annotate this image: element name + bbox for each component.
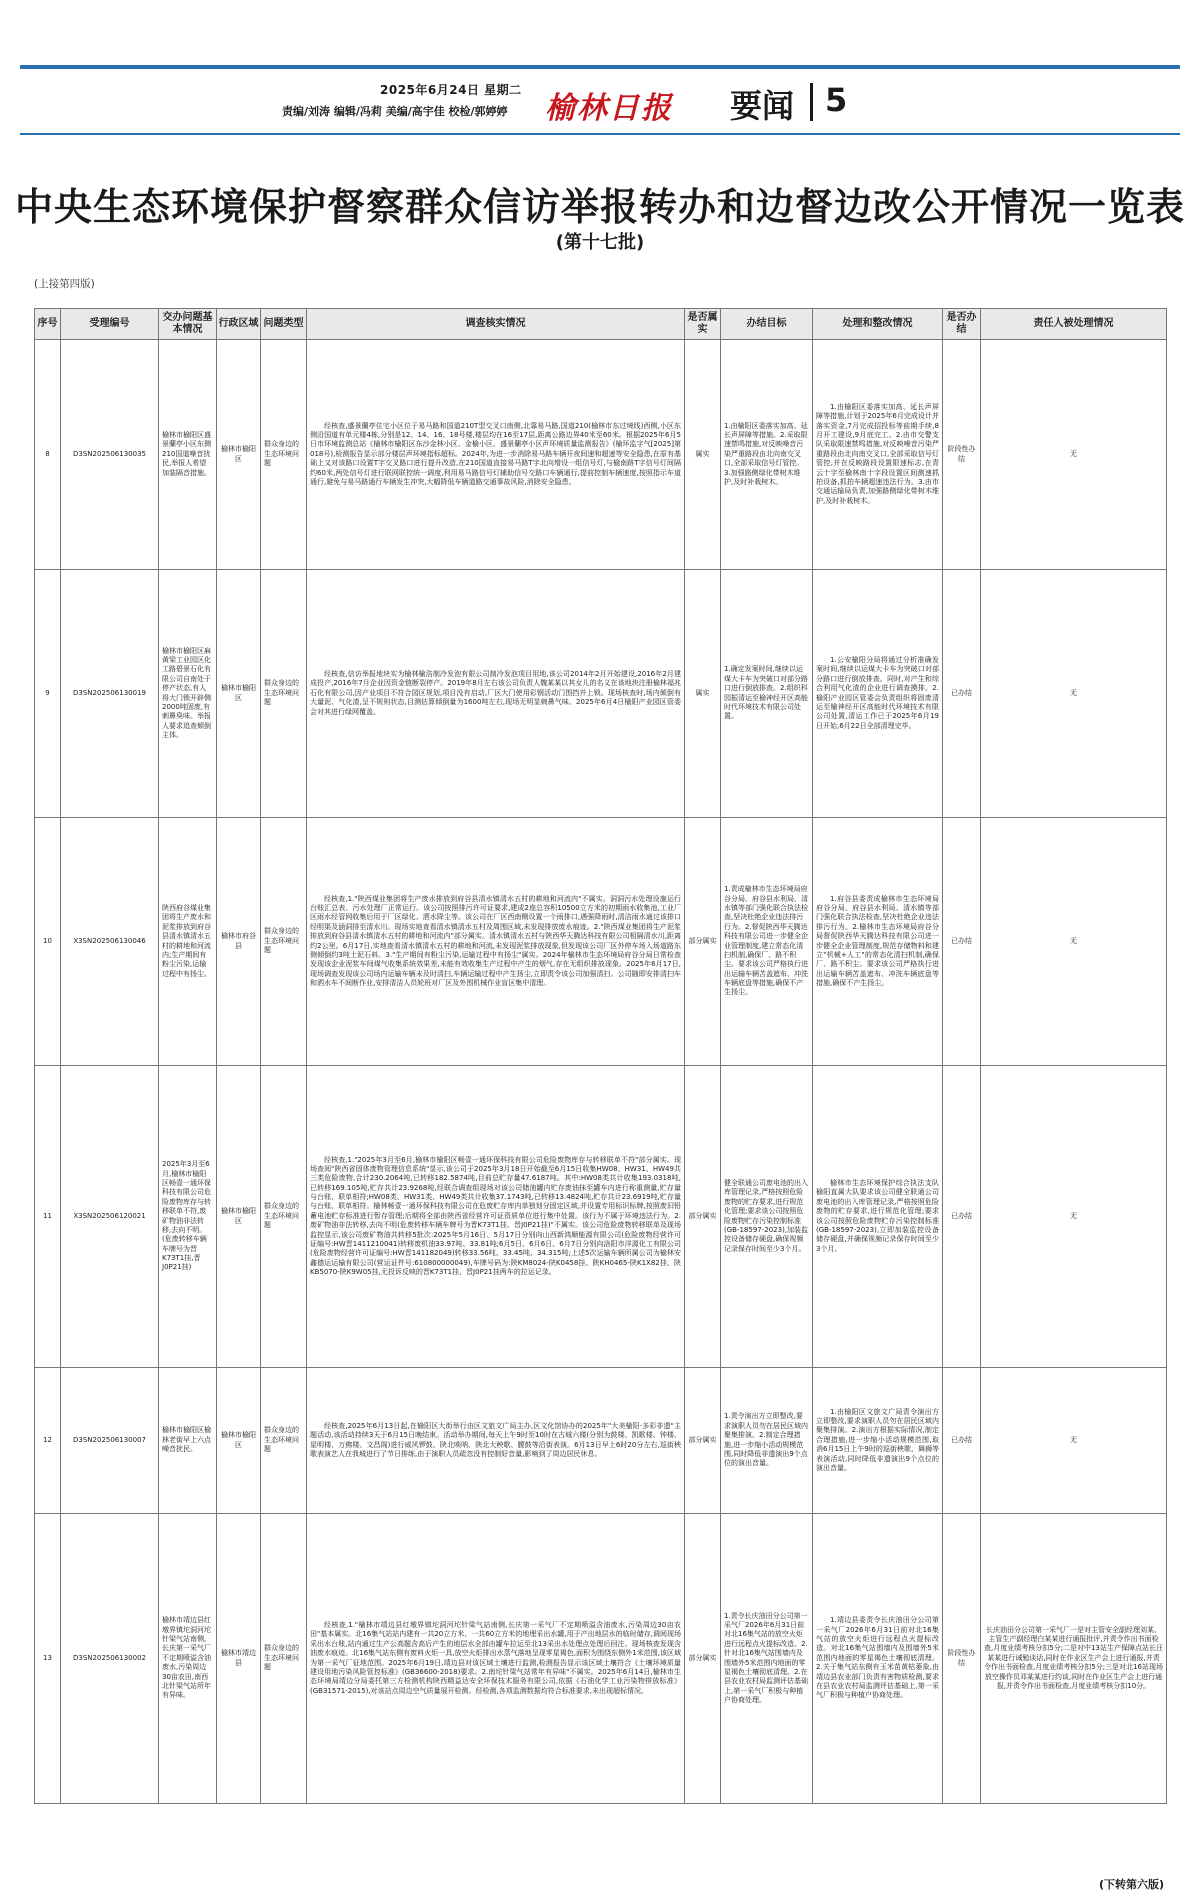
investigation-detail: 经核查,1."陕西煤业集团将生产废水排放到府谷县清水镇清水五村的耕地和河流内"不属实。洞洞污水处理设施运行台账汇总表、污水处理厂正常运行。该公司按照排污许可证要求,建成2座总容积10500立方米的初期雨水收集池,工业厂区雨水经管网收集后用于厂区绿化、洒水降尘等。该公司在厂区西南侧设置一个雨排口,遇强降雨时,清洁雨水通过该排口经明渠及涵洞排至清水川。现场实地查看清水镇清水五村及周围区域,未发现排放废水痕迹。2."陕西煤业集团将生产泥浆排放到府谷县清水镇清水五村的耕地和河流内"部分属实。清水镇清水五村与陕西华天腾达科技有限公司相隔清水川,距离约2公里。6月17日,实地查看清水镇清水五村的耕地和河流,未发现泥浆排放现象,但发现该公司厂区外停车场入场道路东侧倾倒约3吨土泥石料。3."生产期间有粉尘污染,运输过程中有扬尘"属实。2024年榆林市生态环境局府谷分局日常检查发现该企业泥浆车间煤气收集系统效果差,未能有效收集生产过程中产生的烟气,存在无组织排放现象。2025年6月17日,现场调查发现该公司场内运输车辆未及时清扫,车辆运输过程中产生扬尘,立即责令该公司加强清扫。公司随即安排清扫车和洒水车不间断作业,安排清洁人员轮班对厂区及外围机械作业盲区集中清理。 [307,818,685,1066]
issue-date: 2025年6月24日 星期二 [380,83,522,97]
investigation-detail: 经核查,信访举报地块实为榆林榆浩制冷发泡有限公司制冷发泡项目用地,该公司2014年2月开始建设,2016年2月建成投产,2016年7月企业因资金链断裂停产。2019年8月左右该公司负责人魏某某以其女儿的名义在该地块注册榆林福兆石化有限公司,因产业项目不符合园区规划,项目没有启动,厂区大门使用彩钢活动门围挡并上锁。现场核查时,场内倾倒有大量泥、气化渣,呈不规则状态,目测估算倾倒量为1600吨左右,现场无明显刺鼻气味。2025年6月4日榆阳产业园区管委会对其进行绿网覆盖。 [307,570,685,818]
table-row [35,1368,1167,1514]
row-number: 9 [35,570,61,818]
case-code: X3SN202506130046 [61,818,159,1066]
target: 1.由榆阳区委落实加高、延长声屏障等措施。2.采取限速禁鸣措施,对反映噪音污染严重路段由北向南交叉口,全部采取信号灯管控。3.加强路侧绿化带树木维护,及时补栽树木。 [721,340,813,570]
verified-status: 部分属实 [685,1368,721,1514]
column-header: 办结目标 [721,309,813,340]
table-row [35,340,1167,570]
case-summary: 2025年3月至6月,榆林市榆阳区畅壹一通环保科技有限公司危险废物库存与转移联单不符,废矿物油非法转移,去向不明。(危废转移车辆车牌号为晋K73T1挂,晋J0P21挂) [159,1066,217,1368]
issue-type: 群众身边的生态环境问题 [261,1066,307,1368]
target: 1.责令演出方立即整改,要求演职人员勿在居民区域内聚集排演。2.制定合理措施,进一步缩小活动规模范围,同时降低非遗演出9个点位的演出音量。 [721,1368,813,1514]
verified-status: 部分属实 [685,1066,721,1368]
verified-status: 部分属实 [685,1514,721,1804]
case-code: D3SN202506130035 [61,340,159,570]
column-header: 是否属实 [685,309,721,340]
column-header: 是否办结 [943,309,981,340]
case-code: D3SN202506130019 [61,570,159,818]
table-row [35,1514,1167,1804]
issue-type: 群众身边的生态环境问题 [261,570,307,818]
case-summary: 榆林市榆阳区榆林老街早上六点噪音扰民。 [159,1368,217,1514]
case-code: X3SN202506120021 [61,1066,159,1368]
investigation-detail: 经核查,1."2025年3月至6月,榆林市榆阳区畅壹一通环保科技有限公司危险废物库存与转移联单不符"部分属实。现场查阅"陕西省固体废物管理信息系统"显示,该公司于2025年3月18日开始截至6月15日收集HW08、HW31、HW49共三类危险废物,合计230.2064吨,已转移182.5874吨,目前总贮存量47.6187吨。其中:HW08类共计收集193.0318吨,已转移169.105吨,贮存共计23.9268吨,经联合调查组现场对该公司储油罐内贮存废油抹至罐车内进行称重测量,贮存量与台账、联单相符;HW08类、HW31类、HW49类共计收集37.1743吨,已转移13.4824吨,贮存共计23.6919吨,贮存量与台账、联单相符。榆林畅壹一通环保科技有限公司在危废贮存库内单独划分固定区域,并设置专用标识标牌,按照废旧铅蓄电池贮存标准进行暂存管理;后期将全部由陕西省经营许可证资质单位进行集中处置。该行为不属于环境违法行为。2.废矿物油非法转移,去向不明(危废转移车辆车牌号为晋K73T1挂、晋J0P21挂)"不属实。该公司危险废物转移联单及现场监控显示,该公司废矿物油共转移5批次:2025年5月16日、5月17日分别向山西新鸿顺能源有限公司(危险废物经营许可证编号:HW晋1411210041)转移废机油33.97吨、33.81吨;6月5日、6月6日、6月7日分别向洛阳市洋源化工有限公司(危险废物经营许可证编号:HW晋141182049)转移33.56吨、33.45吨、34.315吨;上述5次运输车辆所属公司为榆林安鑫德运运输有限公司(营运证件号:610800000049),车牌号码为:陕KM8024-陕K0458挂、陕KH0465-陕K1X82挂、陕KB5070-陕K9W05挂,无投诉反映的晋K73T1挂、晋J0P21挂两车的拉运记录。 [307,1066,685,1368]
section-divider [810,83,813,121]
table-row [35,570,1167,818]
masthead-bottom-rule [20,133,1180,135]
case-summary: 榆林市榆阳区麻黄梁工业园区化工路碧景石化有限公司自南处于停产状态,有人将大门锁开辟侧2000吨固废,有刺鼻臭味。举报人要求追查倾倒主体。 [159,570,217,818]
page-title: 中央生态环境保护督察群众信访举报转办和边督边改公开情况一览表 [14,185,1185,229]
accountability: 无 [981,818,1167,1066]
closed-status: 阶段性办结 [943,340,981,570]
case-code: D3SN202506130007 [61,1368,159,1514]
editor-credits: 责编/刘涛 编辑/冯莉 美编/高宇佳 校检/郭婷婷 [282,105,508,118]
target: 1.责成榆林市生态环境局府谷分局、府谷县水利局、清水镇等部门强化联合执法检查,坚决杜绝企业违法排污行为。2.督促陕西华天腾达科技有限公司进一步健全企业管理制度,建立常态化清扫机制,确保厂、路不积尘。要求该公司严格执行进出运输车辆苫盖遮布、冲洗车辆底盘等措施,确保不产生扬尘。 [721,818,813,1066]
column-header: 调查核实情况 [307,309,685,340]
row-number: 12 [35,1368,61,1514]
section-name: 要闻 [730,87,795,125]
verified-status: 属实 [685,340,721,570]
table-header-row [35,309,1167,340]
row-number: 11 [35,1066,61,1368]
rectification-detail: 1.靖边县委责令长庆油田分公司第一采气厂2026年6月31日前对北16集气站的放空火炬进行远程点火提标改造。对北16集气站围墙内及围墙外5米范围内地面的零星褐色土壤彻底清理。2.关于集气站东侧有玉米苗黄枯萎象,由靖边县农业部门负责有害物质检测,要求在县农业农村局监测评估基础上,第一采气厂积极与种植户协商处理。 [813,1514,943,1804]
closed-status: 阶段性办结 [943,1514,981,1804]
page-number: 5 [825,81,848,119]
closed-status: 已办结 [943,1066,981,1368]
masthead-top-rule [20,65,1180,69]
case-summary: 陕西府谷煤业集团将生产废水和泥浆排放到府谷县清水镇清水五村的耕地和河流内;生产期间有粉尘污染,运输过程中有扬尘。 [159,818,217,1066]
investigation-detail: 经核查,盛景蘭亭住宅小区位于易马路和国道210T型交叉口南侧,北靠易马路,国道210(榆林市东过境线)西侧,小区东侧沿国道有单元楼4栋,分别是12、14、16、18号楼,楼层均在16至17层,距离公路边界40米至60米。根据2025年6月5日市环境监测总站《榆林市榆阳区东沙金林小区、金榆小区、盛景蘭亭小区声环境质量监测报告》(榆环监字气[2025]第018号),检测报告显示部分楼层声环境指标超标。2024年,为进一步消除易马路车辆开夜间速和超速等安全隐患,在原有基础上又对该路口设置T字交叉路口进行提升改造,在210国道直接易马路T字北向增设一组信号灯,与榆南路T字信号灯间隔约60米,两处信号灯进行联网联控统一调度,利用易马路信号灯辅助信号交路口车辆通行,提前控制车辆速度,按照指示车道通行,避免与易马路通行车辆发生冲突,大幅降低车辆道路交通事故风险,消除安全隐患。 [307,340,685,570]
region: 榆林市靖边县 [217,1514,261,1804]
column-header: 序号 [35,309,61,340]
disclosure-table [34,308,1167,1804]
case-code: D3SN202506130002 [61,1514,159,1804]
accountability: 长庆油田分公司第一采气厂一是对主管安全副经理刘某、主管生产副经理白某某进行通报批评,并责令作出书面检查,月度业绩考核分扣5分;二是对中13站生产保障点站长汪某某进行诫勉谈话,同时在作业区生产会上进行通报,并责令作出书面检查,月度业绩考核分扣5分;三是对北16站现场放空操作员邓某某进行约谈,同时在作业区生产会上进行通报,并责令作出书面检查,月度业绩考核分扣10分。 [981,1514,1167,1804]
row-number: 10 [35,818,61,1066]
issue-type: 群众身边的生态环境问题 [261,818,307,1066]
column-header: 责任人被处理情况 [981,309,1167,340]
table-row [35,818,1167,1066]
target: 1.确定发案时间,继续以运煤大卡车为突破口对部分路口进行倒放排查。2.组织科园振清运至榆神经开区高能时代环境技术有限公司处置。 [721,570,813,818]
accountability: 无 [981,340,1167,570]
closed-status: 已办结 [943,570,981,818]
rectification-detail: 1.府谷县委责成榆林市生态环境局府谷分局、府谷县水利局、清水镇等部门强化联合执法检查,坚决杜绝企业违法排污行为。2.榆林市生态环境局府谷分局督促陕西华天腾达科技有限公司进一步健全企业管理制度,规范存储物料和建立"机械+人工"的常态化清扫机制,确保厂、路不积尘。要求该公司严格执行进出运输车辆苫盖遮布、冲洗车辆底盘等措施,确保不产生扬尘。 [813,818,943,1066]
issue-type: 群众身边的生态环境问题 [261,340,307,570]
rectification-detail: 1.由榆阳区文旅文广局责令演出方立即整改,要求演职人员勿在居民区域内聚集排演。2.演出方根据实际情况,制定合理措施,进一步缩小活动规模范围,取消6月15日上午9时的巡街秧歌、舞狮等表演活动,同时降低非遗演出9个点位的演出音量。 [813,1368,943,1514]
rectification-detail: 1.公安榆阳分局将通过分析准确发案时间,继续以运煤大卡车为突破口对部分路口进行倒放排查。同时,对产生和综合利用气化渣的企业进行调查摸排。2.榆阳产业园区管委会负责组织将固废清运至榆神经开区高能时代环境技术有限公司处置,清运工作已于2025年6月19日开始,6月22日全部清理完毕。 [813,570,943,818]
case-summary: 榆林市靖边县红墩界镇坨洞河坨针梁气站南侧,长庆第一采气厂不定期喷溢含油废水,污染周边30亩农田,南西北针梁气站所年有异味。 [159,1514,217,1804]
row-number: 13 [35,1514,61,1804]
column-header: 处理和整改情况 [813,309,943,340]
accountability: 无 [981,570,1167,818]
column-header: 交办问题基本情况 [159,309,217,340]
region: 榆林市府谷县 [217,818,261,1066]
closed-status: 已办结 [943,1368,981,1514]
newspaper-logo: 榆林日报 [545,91,673,126]
region: 榆林市榆阳区 [217,570,261,818]
target: 1.责令长庆油田分公司第一采气厂2026年6月31日前对北16集气站的放空火炬进行远程点火提标改造。2.针对北16集气站围墙内及围墙外5米范围内地面的零星褐色土壤彻底清理。2.在县农业农村局监测评估基础上,第一采气厂积极与种植户协商处理。 [721,1514,813,1804]
issue-type: 群众身边的生态环境问题 [261,1368,307,1514]
accountability: 无 [981,1368,1167,1514]
target: 健全联通公司废电池的出入库管理记录,严格按照危险废物的贮存要求,进行规范化管理;要求该公司按照危险废物贮存污染控制标准(GB-18597-2023),加装监控设备储存硬盘,确保视频记录保存时间至少3个月。 [721,1066,813,1368]
row-number: 8 [35,340,61,570]
accountability: 无 [981,1066,1167,1368]
rectification-detail: 1.由榆阳区委落实加高、延长声屏障等措施,计划于2025年6月完成设计并落实资金,7月完成招投标等前期手续,8月开工建设,9月底完工。2.由市交警支队采取限速禁鸣措施,对反映噪音污染严重路段由北向南交叉口,全部采取信号灯管控,并在反映路段设置限速标志,在青云十字至榆林南十字段设置区间测速抓拍设备,抓拍车辆超速违法行为。3.由市交通运输局负责,加强路侧绿化带树木维护,及时补栽树木。 [813,340,943,570]
region: 榆林市榆阳区 [217,1066,261,1368]
rectification-detail: 榆林市生态环境保护综合执法支队榆阳直属大队要求该公司健全联通公司废电池的出入库管理记录,严格按照危险废物的贮存要求,进行规范化管理;要求该公司按照危险废物贮存污染控制标准(GB-18597-2023),立即加装监控设备储存硬盘,并确保视频记录保存时间至少3个月。 [813,1066,943,1368]
verified-status: 部分属实 [685,818,721,1066]
continued-from-note: (上接第四版) [34,278,95,290]
closed-status: 已办结 [943,818,981,1066]
column-header: 行政区域 [217,309,261,340]
verified-status: 属实 [685,570,721,818]
masthead [20,65,1180,135]
region: 榆林市榆阳区 [217,1368,261,1514]
column-header: 问题类型 [261,309,307,340]
table-row [35,1066,1167,1368]
column-header: 受理编号 [61,309,159,340]
investigation-detail: 经核查,2025年6月13日起,在榆阳区大街举行由区文旅文广局主办,区文化馆协办的2025年"大美榆阳·多彩非遗"主题活动,该活动持续3天于6月15日晚结束。活动举办期间,每天上午9时至10时在古城六楼(分别为鼓楼、凯歌楼、钟楼、星明楼、万佛楼、文昌阁)进行威风锣鼓、陕北唢呐、陕北大秧歌、腰鼓等沿街表演。6月13日早上6时20分左右,巡街秧歌表演艺人在我城进行了节日排练,由于演职人员疏忽没有控制好音量,影响到了周边居民休息。 [307,1368,685,1514]
page-subtitle: (第十七批) [555,232,645,253]
continued-to-note: (下转第六版) [1098,1878,1164,1891]
issue-type: 群众身边的生态环境问题 [261,1514,307,1804]
region: 榆林市榆阳区 [217,340,261,570]
case-summary: 榆林市榆阳区盛景蘭亭小区东侧210国道噪音扰民,举报人希望加装隔音措施。 [159,340,217,570]
investigation-detail: 经核查,1."榆林市靖边县红墩界镇坨洞河坨针梁气站南侧,长庆第一采气厂不定期喷溢含油废水,污染周边30亩农田"基本属实。北16集气站站内建有一共20立方米、一共60立方米的地埋采出水罐,用于产出地层水的临时储存,调阅现场采出水台账,站内通过生产公高题含高后产生的地层水全部由罐车拉运至北13采出水处理点处理后回注。现场核查发现含油废水痕迹。北16集气站东侧有废料火炬一具,放空火炬排出水蒸气落地呈现零星褐色,面积为围绕东侧外1米范围,该区域为第一采气厂征地范围。2025年6月19日,靖边县对该区域土壤进行监测,检测报告显示该区域土壤符合《土壤环境质量建设用地污染风险管控标准》(GB36600-2018)要求。2.南坨针梁气站常年有异味"不属实。2025年6月14日,榆林市生态环境局靖边分局委托第三方检测机构陕西精益达安全环保技术服务有限公司,依据《石油化学工业污染物排放标准》(GB31571-2015),对该站点周边空气质量展开检测。经检测,各项监测数据均符合标准要求,未出现超标情况。 [307,1514,685,1804]
